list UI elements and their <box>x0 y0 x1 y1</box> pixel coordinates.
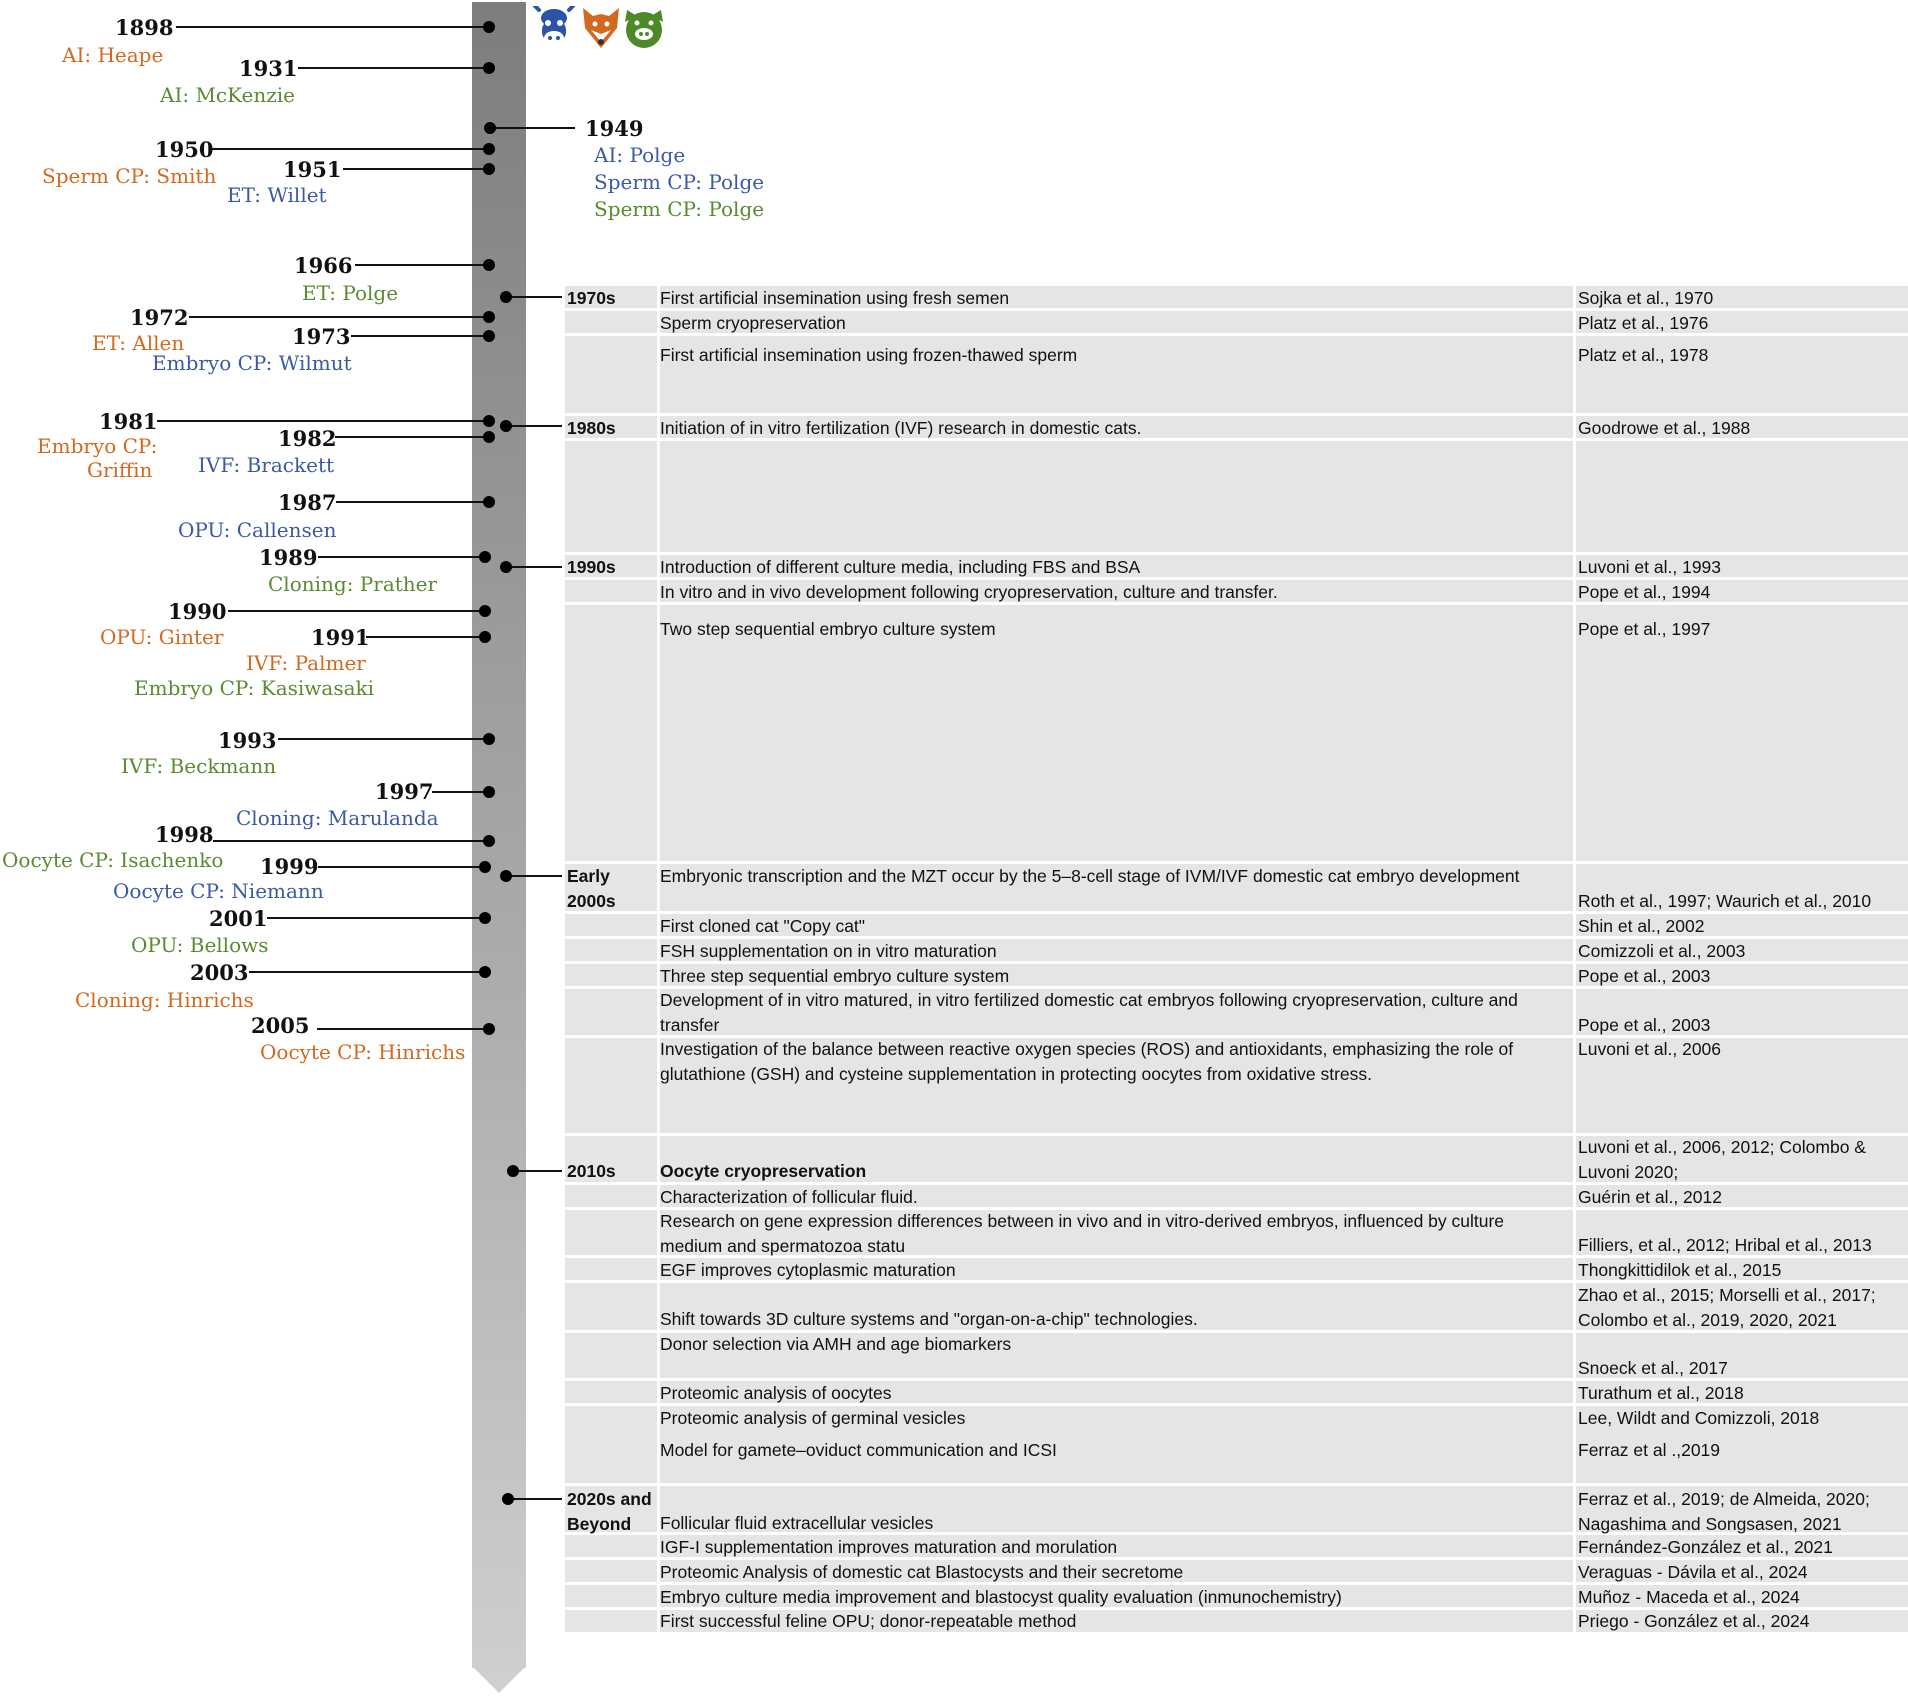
decade-label: 1970s <box>567 288 616 308</box>
reference-cell: Pope et al., 1994 <box>1578 582 1711 602</box>
event-year: 1931 <box>239 56 298 81</box>
timeline-dot <box>479 605 491 617</box>
event-year: 1987 <box>278 490 337 515</box>
event-cell: Sperm cryopreservation <box>660 313 846 333</box>
timeline-dot <box>483 330 495 342</box>
event-cell: First artificial insemination using frozen-thawed sperm <box>660 345 1078 365</box>
reference-cell: Zhao et al., 2015; Morselli et al., 2017; Colombo et al., 2019, 2020, 2021 <box>1578 1285 1876 1330</box>
event-label: AI: Heape <box>62 43 164 67</box>
event-label: Cloning: Marulanda <box>236 806 439 830</box>
reference-cell: Veraguas - Dávila et al., 2024 <box>1578 1562 1808 1582</box>
timeline-arrow-shaft <box>472 2 526 1668</box>
connector-line <box>212 148 489 150</box>
connector-line <box>317 1028 489 1030</box>
event-label: Sperm CP: Polge <box>594 170 765 194</box>
event-cell: IGF-I supplementation improves maturation and morulation <box>660 1537 1118 1557</box>
connector-line <box>189 316 489 318</box>
event-cell: First successful feline OPU; donor-repeatable method <box>660 1611 1077 1631</box>
connector-line <box>355 264 489 266</box>
timeline-dot <box>483 62 495 74</box>
event-cell: Embryo culture media improvement and blastocyst quality evaluation (inmunochemistry) <box>660 1587 1342 1607</box>
event-cell: Embryonic transcription and the MZT occur by the 5–8-cell stage of IVM/IVF domestic cat embryo development <box>660 866 1520 886</box>
reference-cell: Snoeck et al., 2017 <box>1578 1358 1728 1378</box>
decade-label: 1980s <box>567 418 616 438</box>
timeline-dot <box>484 122 496 134</box>
reference-cell: Filliers, et al., 2012; Hribal et al., 2013 <box>1578 1235 1872 1255</box>
event-label: AI: McKenzie <box>160 83 296 107</box>
event-cell: Research on gene expression differences between in vivo and in vitro-derived embryos, influenced by culture medium and spermatozoa statu <box>660 1211 1505 1256</box>
event-cell: Shift towards 3D culture systems and "organ-on-a-chip" technologies. <box>660 1309 1198 1329</box>
timeline-dot <box>479 551 491 563</box>
event-label: OPU: Bellows <box>131 933 269 957</box>
timeline-dot <box>483 21 495 33</box>
event-label: ET: Polge <box>302 281 399 305</box>
connector-line <box>228 610 485 612</box>
event-cell: FSH supplementation on in vitro maturation <box>660 941 997 961</box>
reference-cell: Goodrowe et al., 1988 <box>1578 418 1751 438</box>
event-cell: Proteomic analysis of germinal vesicles <box>660 1408 966 1428</box>
species-icons <box>533 6 665 52</box>
reference-cell: Platz et al., 1978 <box>1578 345 1709 365</box>
connector-line <box>318 556 485 558</box>
timeline-dot <box>483 143 495 155</box>
event-cell: Initiation of in vitro fertilization (IVF) research in domestic cats. <box>660 418 1142 438</box>
event-cell: Three step sequential embryo culture system <box>660 966 1010 986</box>
event-label: Sperm CP: Smith <box>42 164 217 188</box>
event-year: 1951 <box>283 157 342 182</box>
event-label: AI: Polge <box>594 143 686 167</box>
connector-line <box>335 436 489 438</box>
reference-cell: Luvoni et al., 2006, 2012; Colombo & Luvoni 2020; <box>1578 1137 1866 1182</box>
event-cell: Oocyte cryopreservation <box>660 1161 867 1181</box>
reference-cell: Shin et al., 2002 <box>1578 916 1705 936</box>
connector-line <box>249 971 485 973</box>
row-divider <box>565 1483 1908 1486</box>
connector-line <box>343 168 489 170</box>
timeline-dot <box>483 163 495 175</box>
event-year: 1949 <box>585 116 644 141</box>
connector-line <box>432 791 489 793</box>
timeline-dot <box>483 835 495 847</box>
timeline-dot <box>479 631 491 643</box>
timeline-dot <box>479 966 491 978</box>
reference-cell: Ferraz et al., 2019; de Almeida, 2020; Nagashima and Songsasen, 2021 <box>1578 1489 1870 1534</box>
decade-dot <box>500 291 512 303</box>
decade-dot <box>500 870 512 882</box>
reference-cell: Pope et al., 2003 <box>1578 966 1711 986</box>
connector-line <box>366 636 485 638</box>
decade-connector <box>506 425 562 427</box>
event-label: IVF: Beckmann <box>121 754 277 778</box>
timeline-dot <box>483 733 495 745</box>
event-label: Oocyte CP: Niemann <box>113 879 324 903</box>
reference-cell: Luvoni et al., 1993 <box>1578 557 1722 577</box>
decade-label: 2020s and Beyond <box>567 1489 652 1534</box>
event-label: IVF: Brackett <box>198 453 335 477</box>
event-cell: First cloned cat "Copy cat" <box>660 916 866 936</box>
event-year: 1982 <box>278 426 337 451</box>
event-year: 1950 <box>155 137 214 162</box>
reference-cell: Comizzoli et al., 2003 <box>1578 941 1746 961</box>
pig-icon <box>625 10 663 48</box>
event-year: 1966 <box>294 253 353 278</box>
event-year: 1989 <box>259 545 318 570</box>
decade-label: Early 2000s <box>567 866 616 911</box>
connector-line <box>278 738 489 740</box>
reference-cell: Thongkittidilok et al., 2015 <box>1578 1260 1782 1280</box>
reference-cell: Pope et al., 2003 <box>1578 1015 1711 1035</box>
timeline-dot <box>483 311 495 323</box>
event-label: Sperm CP: Polge <box>594 197 765 221</box>
event-cell: Introduction of different culture media, including FBS and BSA <box>660 557 1141 577</box>
decade-dot <box>507 1165 519 1177</box>
connector-line <box>213 840 489 842</box>
reference-cell: Lee, Wildt and Comizzoli, 2018 <box>1578 1408 1820 1428</box>
decade-connector <box>508 1498 562 1500</box>
reference-cell: Platz et al., 1976 <box>1578 313 1709 333</box>
event-cell: Two step sequential embryo culture system <box>660 619 996 639</box>
reference-cell: Turathum et al., 2018 <box>1578 1383 1744 1403</box>
connector-line <box>318 866 485 868</box>
event-cell: In vitro and in vivo development following cryopreservation, culture and transfer. <box>660 582 1278 602</box>
event-label: Oocyte CP: Isachenko <box>2 848 224 872</box>
event-year: 1981 <box>99 409 158 434</box>
timeline-dot <box>483 1023 495 1035</box>
event-cell: Donor selection via AMH and age biomarkers <box>660 1334 1012 1354</box>
timeline-arrow-head <box>472 1666 526 1693</box>
timeline-dot <box>483 415 495 427</box>
event-cell: Development of in vitro matured, in vitro fertilized domestic cat embryos following cryopreservation, culture and transfer <box>660 990 1518 1035</box>
event-year: 1973 <box>292 324 351 349</box>
event-label: Embryo CP: <box>37 434 158 458</box>
event-label: Cloning: Hinrichs <box>75 988 254 1012</box>
event-cell: Proteomic Analysis of domestic cat Blastocysts and their secretome <box>660 1562 1184 1582</box>
event-cell: Follicular fluid extracellular vesicles <box>660 1513 934 1533</box>
timeline-dot <box>483 496 495 508</box>
reference-cell: Pope et al., 1997 <box>1578 619 1711 639</box>
decade-connector <box>506 875 562 877</box>
event-year: 1898 <box>115 15 174 40</box>
event-year: 1997 <box>375 779 434 804</box>
event-year: 1993 <box>218 728 277 753</box>
event-cell: Characterization of follicular fluid. <box>660 1187 918 1207</box>
connector-line <box>351 335 489 337</box>
connector-line <box>176 26 489 28</box>
reference-cell: Priego - González et al., 2024 <box>1578 1611 1810 1631</box>
event-cell: Proteomic analysis of oocytes <box>660 1383 892 1403</box>
event-cell: Model for gamete–oviduct communication and ICSI <box>660 1440 1057 1460</box>
cow-icon <box>535 6 573 45</box>
event-cell: EGF improves cytoplasmic maturation <box>660 1260 956 1280</box>
event-label: Griffin <box>87 458 153 482</box>
timeline-dot <box>479 861 491 873</box>
event-year: 1998 <box>155 822 214 847</box>
reference-cell: Luvoni et al., 2006 <box>1578 1039 1722 1059</box>
reference-cell: Ferraz et al .,2019 <box>1578 1440 1721 1460</box>
event-year: 2005 <box>251 1013 310 1038</box>
decade-connector <box>506 566 562 568</box>
event-year: 1972 <box>130 305 189 330</box>
reference-cell: Roth et al., 1997; Waurich et al., 2010 <box>1578 891 1872 911</box>
reference-cell: Fernández-González et al., 2021 <box>1578 1537 1833 1557</box>
reference-cell: Sojka et al., 1970 <box>1578 288 1714 308</box>
event-label: OPU: Callensen <box>178 518 337 542</box>
column-divider <box>1573 286 1576 1632</box>
event-cell: First artificial insemination using fresh semen <box>660 288 1010 308</box>
event-label: Embryo CP: Kasiwasaki <box>134 676 375 700</box>
event-year: 1990 <box>168 599 227 624</box>
connector-line <box>157 420 489 422</box>
event-year: 2001 <box>209 906 268 931</box>
timeline-dot <box>483 786 495 798</box>
event-cell: Investigation of the balance between reactive oxygen species (ROS) and antioxidants, emphasizing the role of glutathione (GSH) and cysteine supplementation in protecting oocytes from oxidative stress. <box>660 1039 1514 1084</box>
decade-dot <box>502 1493 514 1505</box>
reference-cell: Muñoz - Maceda et al., 2024 <box>1578 1587 1800 1607</box>
fox-icon <box>583 8 619 48</box>
decade-label: 2010s <box>567 1161 616 1181</box>
decade-connector <box>513 1170 562 1172</box>
reference-cell: Guérin et al., 2012 <box>1578 1187 1722 1207</box>
timeline-dot <box>483 259 495 271</box>
event-label: OPU: Ginter <box>100 625 224 649</box>
decade-dot <box>500 420 512 432</box>
timeline-dot <box>483 431 495 443</box>
event-year: 1999 <box>260 854 319 879</box>
decade-connector <box>506 296 562 298</box>
connector-line <box>267 917 485 919</box>
connector-line <box>490 127 575 129</box>
connector-line <box>336 501 489 503</box>
event-label: IVF: Palmer <box>246 651 366 675</box>
event-label: Embryo CP: Wilmut <box>152 351 352 375</box>
event-label: Cloning: Prather <box>268 572 438 596</box>
connector-line <box>298 67 489 69</box>
timeline-dot <box>479 912 491 924</box>
event-year: 1991 <box>311 625 370 650</box>
event-label: ET: Allen <box>92 331 185 355</box>
decade-label: 1990s <box>567 557 616 577</box>
event-label: Oocyte CP: Hinrichs <box>260 1040 466 1064</box>
decade-dot <box>500 561 512 573</box>
event-year: 2003 <box>190 960 249 985</box>
event-label: ET: Willet <box>227 183 327 207</box>
